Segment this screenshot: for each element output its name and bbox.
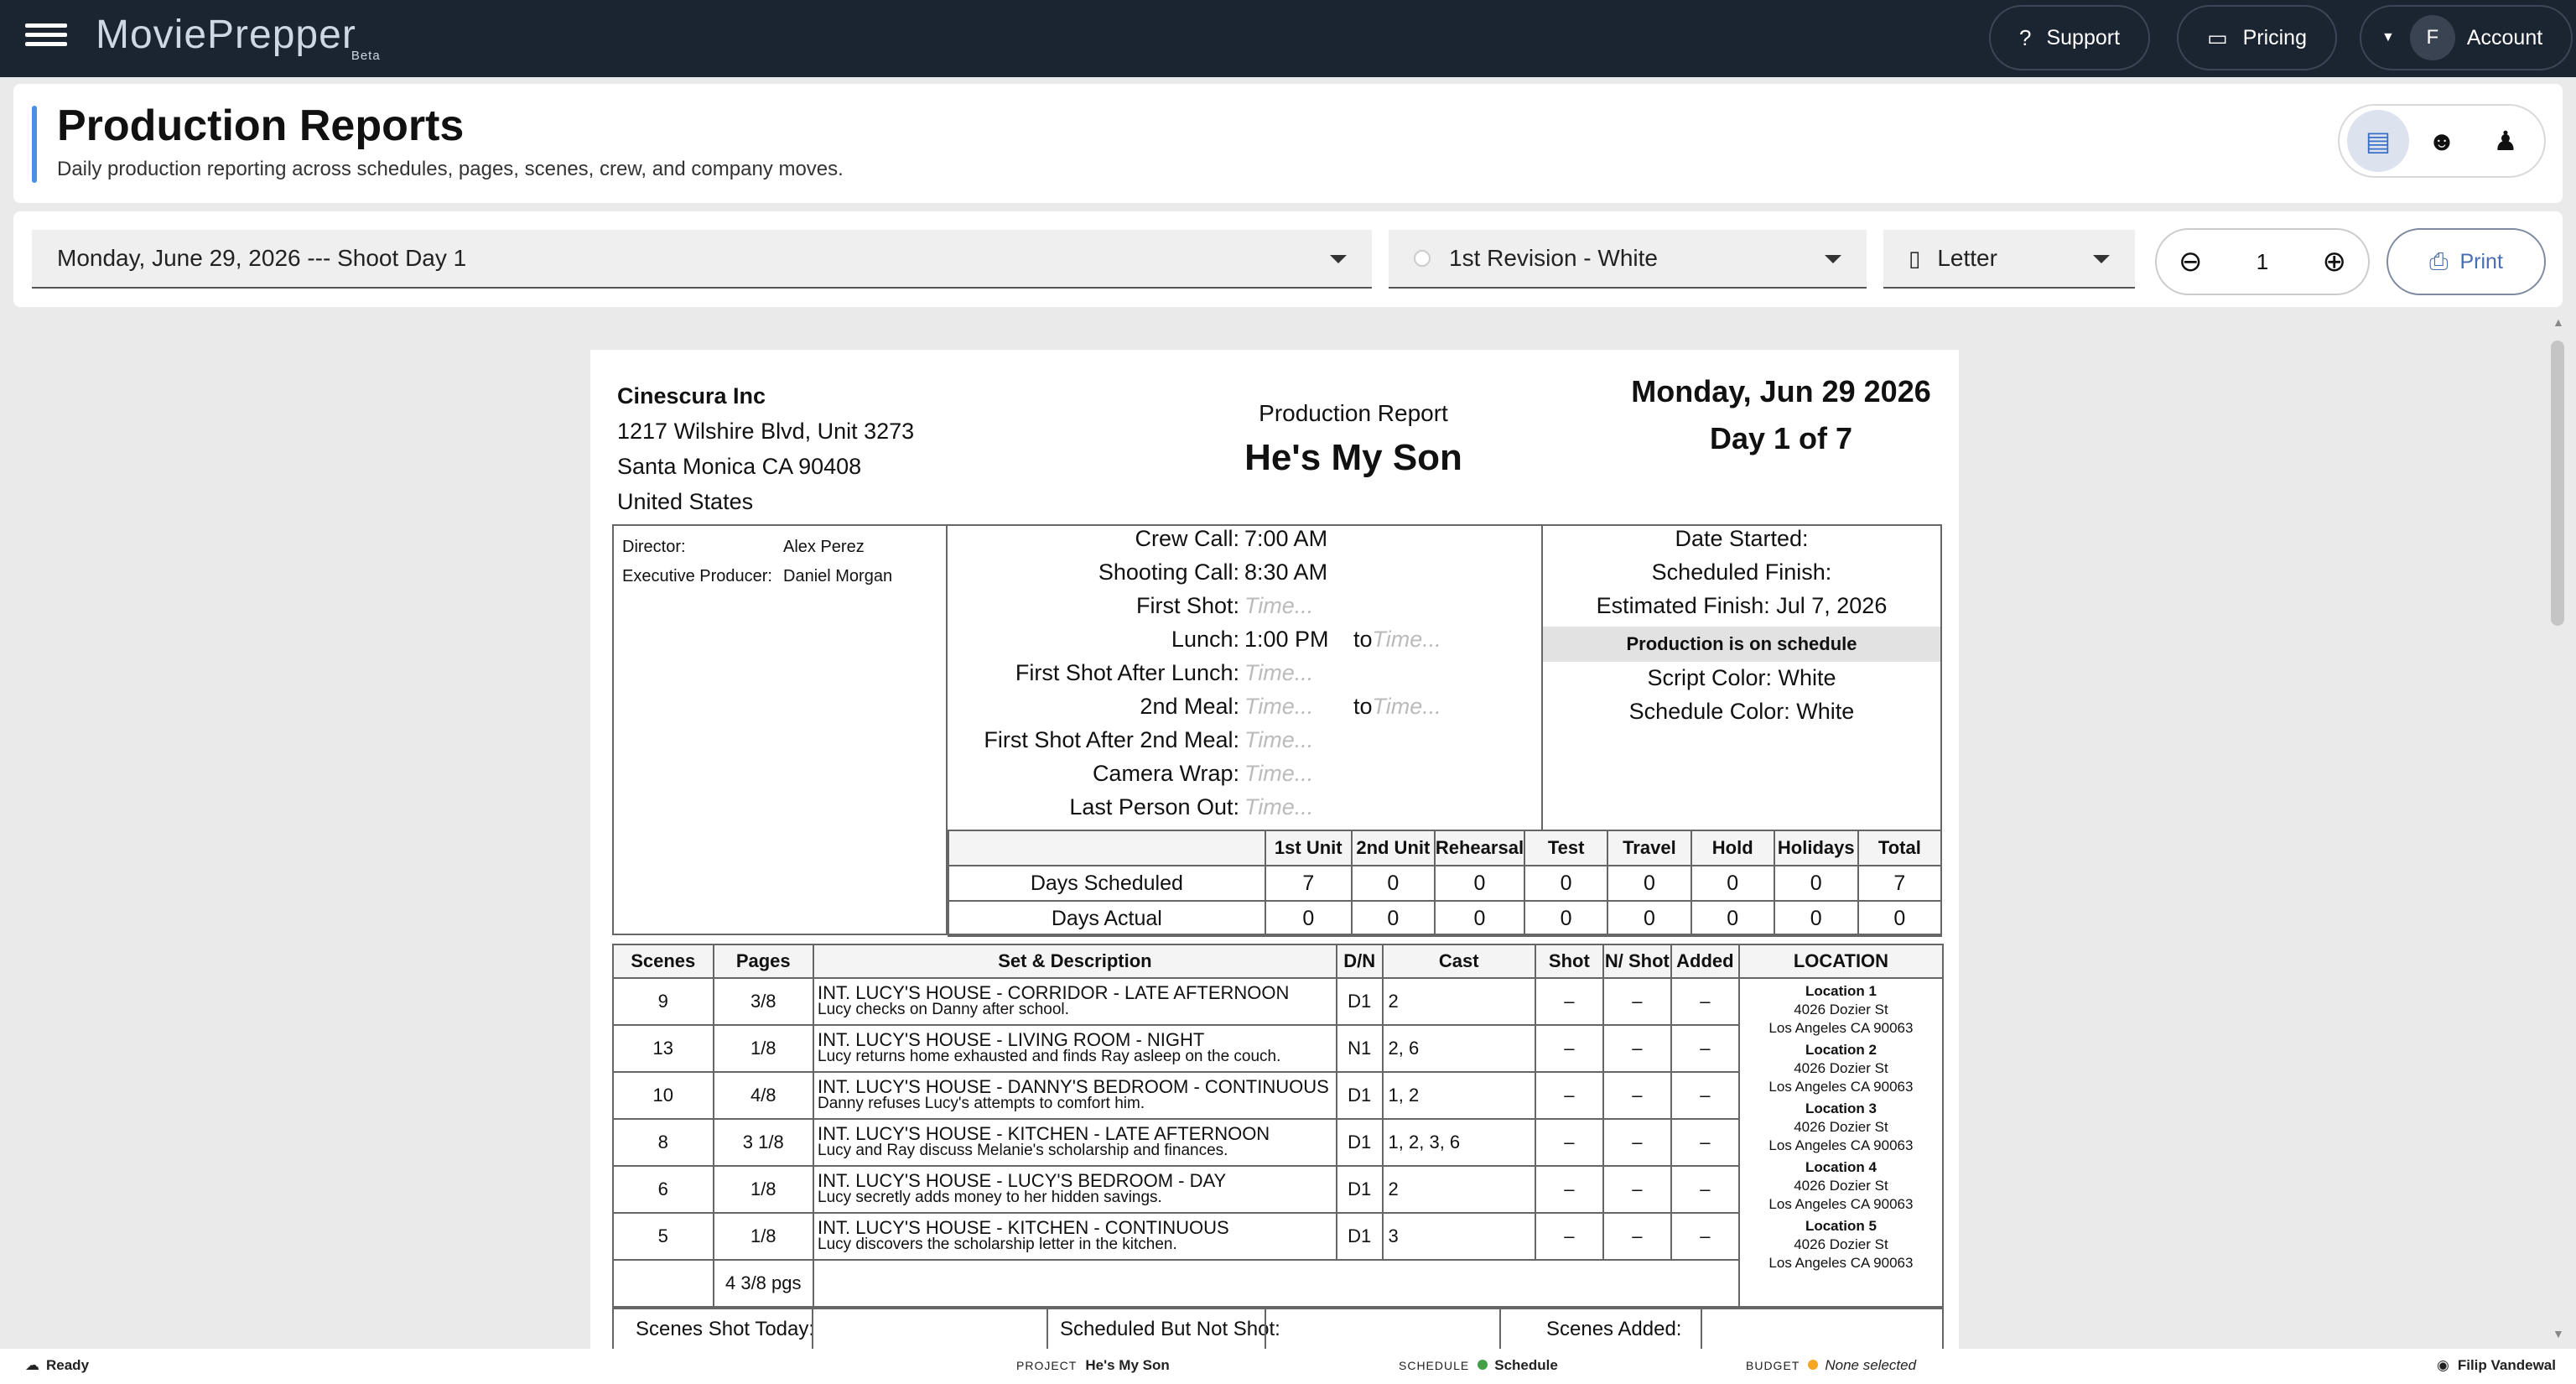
first-shot-after-lunch-input[interactable]: Time... — [1244, 660, 1314, 685]
synopsis: Lucy returns home exhausted and finds Ray asleep on the couch. — [818, 1048, 1281, 1065]
days-cell: 0 — [1435, 901, 1524, 936]
total-pages: 4 3/8 pgs — [714, 1260, 814, 1307]
scene-number: 13 — [613, 1025, 714, 1072]
scene-description — [813, 1072, 1337, 1119]
revision-color-dot — [1414, 250, 1431, 267]
location-city: Los Angeles CA 90063 — [1768, 1079, 1914, 1095]
not-shot-toggle[interactable]: – — [1603, 978, 1671, 1025]
shot-toggle[interactable]: – — [1535, 1213, 1603, 1260]
monitor-icon: ▭ — [2207, 24, 2228, 50]
page-header — [13, 84, 2563, 203]
location-item — [1740, 1158, 1942, 1214]
days-header: Hold — [1691, 830, 1774, 866]
date-started: Date Started: — [1675, 526, 1809, 551]
days-scheduled-label: Days Scheduled — [948, 866, 1265, 901]
report-page — [590, 350, 1959, 1349]
scroll-up-icon[interactable]: ▲ — [2553, 315, 2564, 329]
shooting-call-label: Shooting Call: — [1098, 559, 1239, 585]
scene-pages: 3/8 — [714, 978, 814, 1025]
days-cell: 0 — [1858, 901, 1941, 936]
added-toggle[interactable]: – — [1671, 1072, 1739, 1119]
scene-pages: 1/8 — [714, 1213, 814, 1260]
days-cell: 0 — [1352, 866, 1435, 901]
location-item — [1740, 1041, 1942, 1096]
column-header: D/N — [1337, 944, 1383, 978]
zoom-in-icon[interactable]: ⊕ — [2322, 246, 2346, 278]
hamburger-menu-icon[interactable] — [25, 18, 67, 57]
scene-description — [813, 1213, 1337, 1260]
cast-ids: 1, 2, 3, 6 — [1383, 1119, 1535, 1166]
days-header-blank — [948, 830, 1265, 866]
script-color: Script Color: White — [1647, 665, 1836, 690]
divider — [1499, 1309, 1501, 1349]
days-table — [948, 830, 1942, 937]
avatar: F — [2410, 15, 2455, 60]
crew-call-label: Crew Call: — [1135, 526, 1239, 551]
second-meal-end-input[interactable]: Time... — [1372, 694, 1441, 719]
budget-status[interactable]: BUDGET None selected — [1746, 1357, 1917, 1373]
added-toggle[interactable]: – — [1671, 1025, 1739, 1072]
print-button[interactable]: ⎙ Print — [2386, 228, 2546, 295]
zoom-out-icon[interactable]: ⊖ — [2179, 246, 2203, 278]
not-shot-toggle[interactable]: – — [1603, 1072, 1671, 1119]
schedule-status-badge: Production is on schedule — [1543, 627, 1940, 662]
schedule-status-item[interactable]: SCHEDULE Schedule — [1399, 1357, 1558, 1373]
first-shot-label: First Shot: — [1135, 593, 1239, 618]
scene-pages: 4/8 — [714, 1072, 814, 1119]
set-heading: INT. LUCY'S HOUSE - LIVING ROOM - NIGHT — [818, 1029, 1205, 1050]
column-header: Shot — [1535, 944, 1603, 978]
location-name: Location 2 — [1805, 1042, 1877, 1058]
estimated-finish: Estimated Finish: Jul 7, 2026 — [1596, 593, 1888, 618]
scene-number: 6 — [613, 1166, 714, 1213]
scene-summary-row — [612, 1308, 1944, 1349]
top-navbar — [0, 0, 2576, 77]
scenes-shot-today-value[interactable] — [812, 1309, 1046, 1349]
second-meal-start-input[interactable]: Time... — [1244, 694, 1314, 719]
shoot-day-select[interactable]: Monday, June 29, 2026 --- Shoot Day 1 — [32, 230, 1372, 289]
report-scroll-area[interactable] — [0, 307, 2576, 1349]
user-icon: ◉ — [2437, 1357, 2449, 1373]
set-heading: INT. LUCY'S HOUSE - LUCY'S BEDROOM - DAY — [818, 1170, 1227, 1191]
location-list — [1739, 978, 1943, 1307]
scene-pages: 1/8 — [714, 1166, 814, 1213]
days-header: 2nd Unit — [1352, 830, 1435, 866]
location-street: 4026 Dozier St — [1794, 1002, 1888, 1017]
location-city: Los Angeles CA 90063 — [1768, 1020, 1914, 1036]
project-status[interactable]: PROJECT He's My Son — [1016, 1357, 1170, 1373]
company-name: Cinescura Inc — [617, 383, 766, 408]
days-header: Travel — [1607, 830, 1690, 866]
company-country: United States — [617, 489, 754, 514]
zoom-control — [2155, 228, 2370, 295]
scheduled-not-shot-label: Scheduled But Not Shot: — [1060, 1318, 1280, 1340]
table-row[interactable] — [613, 978, 1943, 1025]
lunch-start-value[interactable]: 1:00 PM — [1244, 627, 1329, 652]
shot-toggle[interactable]: – — [1535, 978, 1603, 1025]
location-name: Location 3 — [1805, 1100, 1877, 1116]
director-label: Director: — [622, 538, 686, 556]
location-name: Location 1 — [1805, 983, 1877, 999]
lunch-label: Lunch: — [1171, 627, 1239, 652]
synopsis: Lucy and Ray discuss Melanie's scholarship and finances. — [818, 1142, 1228, 1159]
shot-toggle[interactable]: – — [1535, 1119, 1603, 1166]
caret-down-icon — [1330, 255, 1347, 263]
paper-size-select[interactable]: ▯ Letter — [1883, 230, 2135, 289]
view-switcher — [2338, 104, 2546, 178]
shot-toggle[interactable]: – — [1535, 1025, 1603, 1072]
camera-wrap-input[interactable]: Time... — [1244, 761, 1314, 786]
location-street: 4026 Dozier St — [1794, 1236, 1888, 1252]
support-button[interactable]: ? Support — [1989, 5, 2150, 70]
days-cell: 0 — [1691, 866, 1774, 901]
added-toggle[interactable]: – — [1671, 978, 1739, 1025]
report-title-block — [1102, 400, 1605, 479]
days-cell: 0 — [1265, 901, 1352, 936]
scenes-added-label: Scenes Added: — [1546, 1318, 1682, 1340]
account-button[interactable]: ▼ F Account — [2360, 5, 2573, 70]
location-street: 4026 Dozier St — [1794, 1060, 1888, 1076]
set-heading: INT. LUCY'S HOUSE - KITCHEN - LATE AFTERNOON — [818, 1123, 1270, 1144]
day-night: D1 — [1337, 1072, 1383, 1119]
set-heading: INT. LUCY'S HOUSE - CORRIDOR - LATE AFTERNOON — [818, 982, 1290, 1003]
ep-label: Executive Producer: — [622, 567, 772, 585]
last-person-out-input[interactable]: Time... — [1244, 794, 1314, 819]
days-header: Total — [1858, 830, 1941, 866]
scrollbar-thumb[interactable] — [2551, 341, 2564, 626]
shot-toggle[interactable]: – — [1535, 1166, 1603, 1213]
scroll-down-icon[interactable]: ▼ — [2553, 1327, 2564, 1340]
synopsis: Lucy discovers the scholarship letter in the kitchen. — [818, 1236, 1177, 1253]
report-day: Day 1 of 7 — [1709, 421, 1853, 455]
location-item — [1740, 1100, 1942, 1155]
report-toolbar — [13, 211, 2563, 307]
printer-icon: ⎙ — [2429, 247, 2449, 274]
column-header: Cast — [1383, 944, 1535, 978]
schedule-status — [1543, 526, 1940, 830]
days-cell: 7 — [1265, 866, 1352, 901]
day-night: D1 — [1337, 978, 1383, 1025]
lunch-end-input[interactable]: Time... — [1372, 627, 1441, 652]
page-subtitle: Daily production reporting across schedules, pages, scenes, crew, and company moves. — [57, 158, 844, 180]
caret-down-icon — [1825, 255, 1841, 263]
totals-blank — [613, 1260, 714, 1307]
scene-pages: 3 1/8 — [714, 1119, 814, 1166]
days-cell: 0 — [1607, 866, 1690, 901]
camera-wrap-label: Camera Wrap: — [1092, 761, 1239, 786]
pricing-button[interactable]: ▭ Pricing — [2177, 5, 2337, 70]
page-title: Production Reports — [57, 101, 465, 150]
caret-down-icon: ▼ — [2381, 30, 2395, 44]
days-cell: 0 — [1774, 901, 1858, 936]
synopsis: Lucy secretly adds money to her hidden savings. — [818, 1189, 1162, 1206]
schedule-color: Schedule Color: White — [1628, 699, 1855, 724]
synopsis: Danny refuses Lucy's attempts to comfort him. — [818, 1095, 1145, 1112]
last-person-out-label: Last Person Out: — [1069, 794, 1239, 819]
report-view-icon[interactable]: ▤ — [2347, 110, 2409, 172]
cast-ids: 2 — [1383, 1166, 1535, 1213]
day-night: N1 — [1337, 1025, 1383, 1072]
scenes-table — [612, 944, 1944, 1308]
ready-status: ☁ Ready — [25, 1357, 90, 1373]
director-name[interactable]: Alex Perez — [783, 538, 865, 556]
column-header: LOCATION — [1739, 944, 1943, 978]
scene-number: 10 — [613, 1072, 714, 1119]
location-street: 4026 Dozier St — [1794, 1119, 1888, 1135]
theater-masks-icon[interactable]: ☻ — [2428, 125, 2456, 156]
crew-call-value[interactable]: 7:00 AM — [1244, 526, 1328, 551]
location-city: Los Angeles CA 90063 — [1768, 1137, 1914, 1153]
cast-ids: 1, 2 — [1383, 1072, 1535, 1119]
crew-icon[interactable]: ♟ — [2493, 126, 2518, 156]
added-toggle[interactable]: – — [1671, 1119, 1739, 1166]
ep-name[interactable]: Daniel Morgan — [783, 567, 893, 585]
set-heading: INT. LUCY'S HOUSE - DANNY'S BEDROOM - CONTINUOUS — [818, 1076, 1329, 1097]
location-name: Location 4 — [1805, 1159, 1877, 1175]
company-block — [617, 378, 914, 519]
document-icon: ▯ — [1909, 245, 1921, 271]
caret-down-icon — [2093, 255, 2110, 263]
column-header: Added — [1671, 944, 1739, 978]
vertical-scrollbar[interactable] — [2551, 315, 2564, 1339]
scene-number: 9 — [613, 978, 714, 1025]
company-address-2: Santa Monica CA 90408 — [617, 454, 862, 479]
second-meal-label: 2nd Meal: — [1140, 694, 1239, 719]
set-heading: INT. LUCY'S HOUSE - KITCHEN - CONTINUOUS — [818, 1217, 1229, 1238]
column-header: N/ Shot — [1603, 944, 1671, 978]
lunch-to-label: to — [1353, 627, 1373, 652]
days-cell: 0 — [1524, 901, 1607, 936]
report-date-block — [1613, 368, 1949, 462]
budget-dot — [1808, 1360, 1818, 1370]
first-shot-input[interactable]: Time... — [1244, 593, 1314, 618]
scene-description — [813, 1025, 1337, 1072]
revision-select[interactable]: 1st Revision - White — [1389, 230, 1867, 289]
column-header: Pages — [714, 944, 814, 978]
days-cell: 0 — [1691, 901, 1774, 936]
second-meal-to-label: to — [1353, 694, 1373, 719]
days-cell: 0 — [1607, 901, 1690, 936]
report-date: Monday, Jun 29 2026 — [1631, 374, 1931, 408]
call-times — [948, 526, 1543, 830]
accent-bar — [32, 106, 37, 183]
day-night: D1 — [1337, 1166, 1383, 1213]
app-logo[interactable]: MoviePrepper$_{Beta}$ — [96, 13, 381, 63]
location-city: Los Angeles CA 90063 — [1768, 1196, 1914, 1212]
days-actual-label: Days Actual — [948, 901, 1265, 936]
day-night: D1 — [1337, 1119, 1383, 1166]
column-header: Scenes — [613, 944, 714, 978]
added-toggle[interactable]: – — [1671, 1213, 1739, 1260]
first-shot-after-lunch-label: First Shot After Lunch: — [1015, 660, 1239, 685]
cast-ids: 2 — [1383, 978, 1535, 1025]
divider — [1046, 1309, 1048, 1349]
report-label: Production Report — [1259, 400, 1448, 426]
location-city: Los Angeles CA 90063 — [1768, 1255, 1914, 1271]
not-shot-toggle[interactable]: – — [1603, 1166, 1671, 1213]
synopsis: Lucy checks on Danny after school. — [818, 1001, 1069, 1018]
scene-number: 5 — [613, 1213, 714, 1260]
not-shot-toggle[interactable]: – — [1603, 1213, 1671, 1260]
column-header: Set & Description — [813, 944, 1337, 978]
scene-number: 8 — [613, 1119, 714, 1166]
zoom-level[interactable]: 1 — [2256, 248, 2269, 274]
scene-description — [813, 1166, 1337, 1213]
first-shot-after-2nd-meal-input[interactable]: Time... — [1244, 727, 1314, 752]
shot-toggle[interactable]: – — [1535, 1072, 1603, 1119]
scenes-shot-today-label: Scenes Shot Today: — [636, 1318, 815, 1340]
scene-description — [813, 1119, 1337, 1166]
days-cell: 0 — [1774, 866, 1858, 901]
cast-ids: 2, 6 — [1383, 1025, 1535, 1072]
days-cell: 7 — [1858, 866, 1941, 901]
scheduled-finish: Scheduled Finish: — [1651, 559, 1832, 585]
not-shot-toggle[interactable]: – — [1603, 1119, 1671, 1166]
added-toggle[interactable]: – — [1671, 1166, 1739, 1213]
user-status[interactable]: ◉ Filip Vandewal — [2437, 1357, 2556, 1373]
status-bar — [0, 1349, 2576, 1384]
scene-pages: 1/8 — [714, 1025, 814, 1072]
cloud-icon: ☁ — [25, 1357, 39, 1373]
days-header: Test — [1524, 830, 1607, 866]
project-title: He's My Son — [1244, 437, 1462, 478]
company-address-1: 1217 Wilshire Blvd, Unit 3273 — [617, 419, 915, 444]
key-crew — [614, 526, 948, 934]
scenes-added-value[interactable] — [1701, 1309, 1944, 1349]
help-circle-icon: ? — [2019, 24, 2032, 50]
days-header: Holidays — [1774, 830, 1858, 866]
days-cell: 0 — [1524, 866, 1607, 901]
days-cell: 0 — [1435, 866, 1524, 901]
days-cell: 0 — [1352, 901, 1435, 936]
shooting-call-value[interactable]: 8:30 AM — [1244, 559, 1328, 585]
scene-description — [813, 978, 1337, 1025]
location-item — [1740, 1217, 1942, 1272]
totals-spacer — [813, 1260, 1739, 1307]
days-header: 1st Unit — [1265, 830, 1352, 866]
not-shot-toggle[interactable]: – — [1603, 1025, 1671, 1072]
cast-ids: 3 — [1383, 1213, 1535, 1260]
location-street: 4026 Dozier St — [1794, 1178, 1888, 1194]
location-item — [1740, 982, 1942, 1038]
days-header: Rehearsal — [1435, 830, 1524, 866]
first-shot-after-2nd-meal-label: First Shot After 2nd Meal: — [984, 727, 1239, 752]
report-info-grid — [612, 524, 1942, 935]
scheduled-not-shot-value[interactable] — [1265, 1309, 1499, 1349]
day-night: D1 — [1337, 1213, 1383, 1260]
schedule-dot — [1478, 1360, 1488, 1370]
location-name: Location 5 — [1805, 1218, 1877, 1234]
